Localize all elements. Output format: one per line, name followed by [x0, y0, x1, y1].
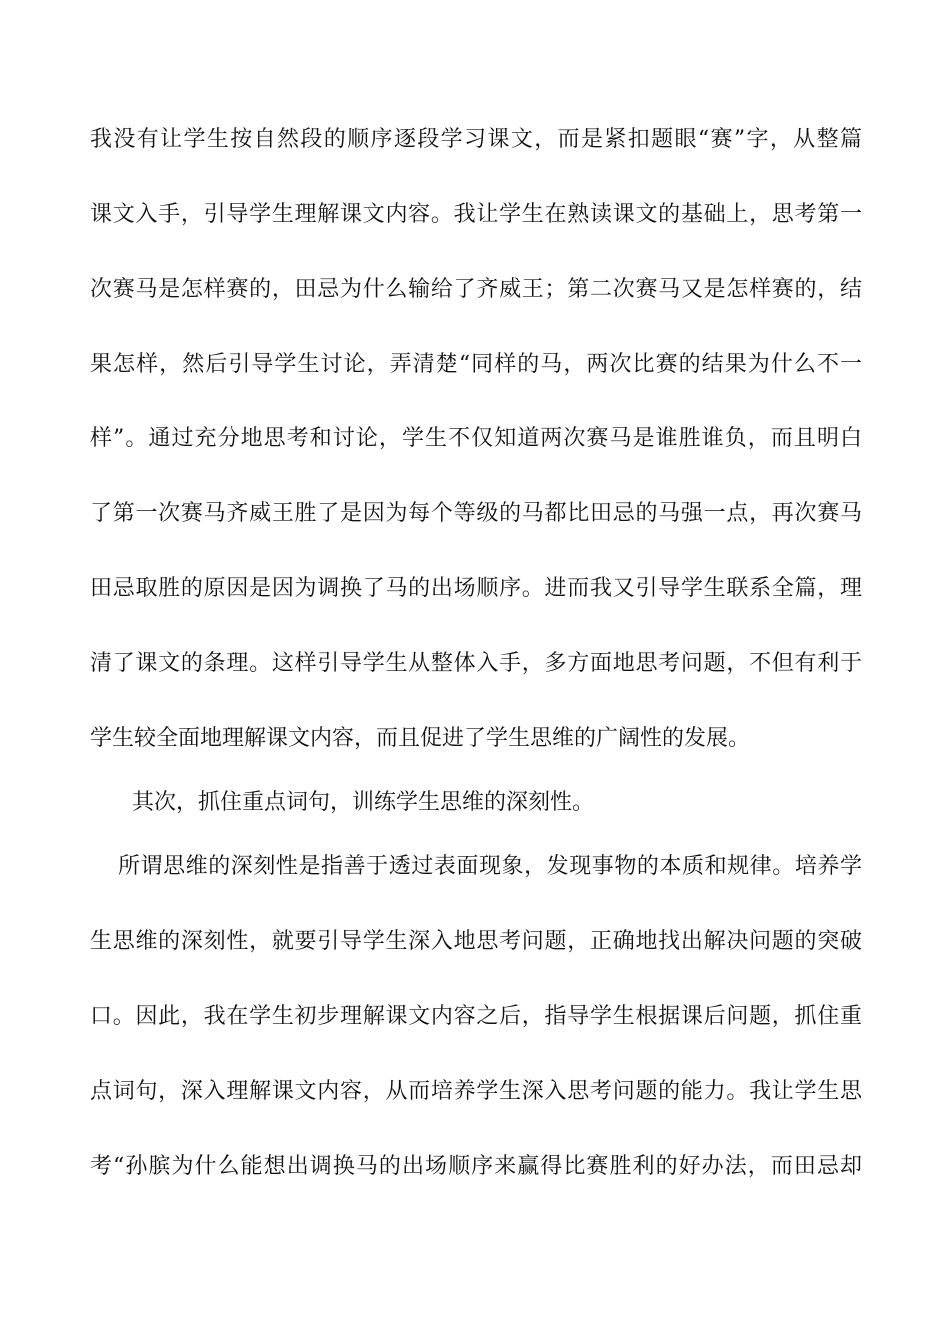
paragraph-1-line-3: 次赛马是怎样赛的，田忌为什么输给了齐威王；第二次赛马又是怎样赛的，结 [90, 277, 862, 302]
paragraph-3-line-5: 考“孙膑为什么能想出调换马的出场顺序来赢得比赛胜利的好办法，而田忌却 [90, 1154, 862, 1179]
paragraph-1-line-9: 学生较全面地理解课文内容，而且促进了学生思维的广阔性的发展。 [90, 726, 751, 751]
paragraph-1-line-2: 课文入手，引导学生理解课文内容。我让学生在熟读课文的基础上，思考第一 [90, 202, 862, 227]
paragraph-3-line-2: 生思维的深刻性，就要引导学生深入地思考问题，正确地找出解决问题的突破 [90, 929, 862, 954]
paragraph-3-line-1: 所谓思维的深刻性是指善于透过表面现象，发现事物的本质和规律。培养学 [118, 854, 862, 879]
paragraph-3-line-3: 口。因此，我在学生初步理解课文内容之后，指导学生根据课后问题，抓住重 [90, 1004, 862, 1029]
paragraph-1-line-4: 果怎样，然后引导学生讨论，弄清楚“同样的马，两次比赛的结果为什么不一 [90, 352, 862, 377]
paragraph-1-line-5: 样”。通过充分地思考和讨论，学生不仅知道两次赛马是谁胜谁负，而且明白 [90, 426, 862, 451]
paragraph-1-line-7: 田忌取胜的原因是因为调换了马的出场顺序。进而我又引导学生联系全篇，理 [90, 576, 862, 601]
section-heading: 其次，抓住重点词句，训练学生思维的深刻性。 [132, 790, 595, 815]
paragraph-1-line-6: 了第一次赛马齐威王胜了是因为每个等级的马都比田忌的马强一点，再次赛马 [90, 501, 862, 526]
paragraph-1-line-1: 我没有让学生按自然段的顺序逐段学习课文，而是紧扣题眼“赛”字，从整篇 [90, 127, 862, 152]
paragraph-1-line-8: 清了课文的条理。这样引导学生从整体入手，多方面地思考问题，不但有利于 [90, 651, 862, 676]
paragraph-3-line-4: 点词句，深入理解课文内容，从而培养学生深入思考问题的能力。我让学生思 [90, 1079, 862, 1104]
